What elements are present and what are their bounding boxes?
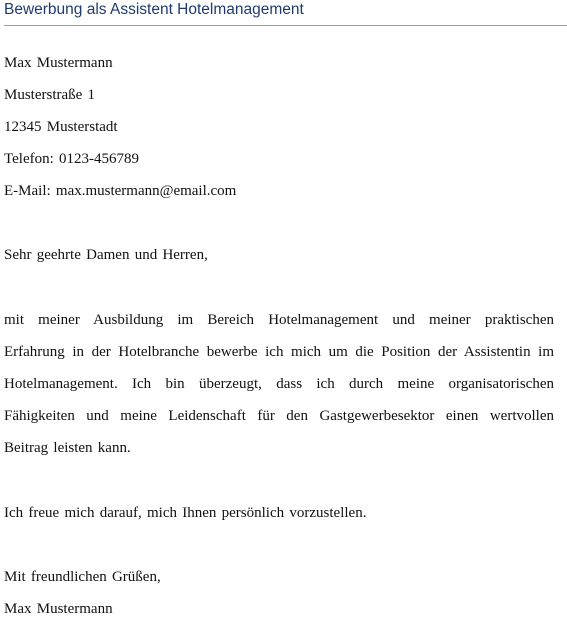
title-divider [4,25,567,26]
body-line: Erfahrung in der Hotelbranche bewerbe ich mich um die Position der Assistentin im [4,344,554,360]
body-line: mit meiner Ausbildung im Bereich Hotelmanagement und meiner praktischen [4,312,554,328]
closing-greeting: Mit freundlichen Grüßen, [4,569,161,585]
body-line: Beitrag leisten kann. [4,440,131,456]
sender-street: Musterstraße 1 [4,87,96,103]
body-line: Hotelmanagement. Ich bin überzeugt, dass ich durch meine organisatorischen [4,376,554,392]
sender-city: 12345 Musterstadt [4,119,118,135]
signature: Max Mustermann [4,601,113,617]
letter-title: Bewerbung als Assistent Hotelmanagement [4,1,304,18]
closing-paragraph: Ich freue mich darauf, mich Ihnen persönlich vorzustellen. [4,505,367,521]
body-line: Fähigkeiten und meine Leidenschaft für den Gastgewerbesektor einen wertvollen [4,408,554,424]
salutation: Sehr geehrte Damen und Herren, [4,247,208,263]
sender-email: E-Mail: max.mustermann@email.com [4,183,237,199]
sender-name: Max Mustermann [4,55,113,71]
sender-phone: Telefon: 0123-456789 [4,151,140,167]
